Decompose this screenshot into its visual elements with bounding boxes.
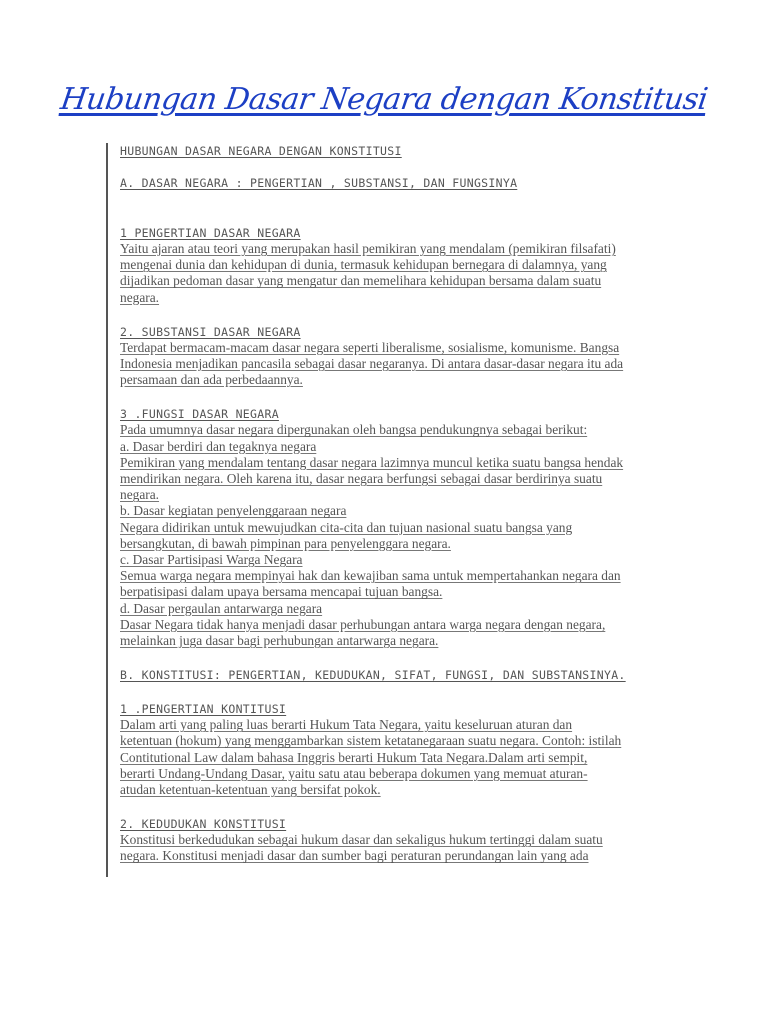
heading-fungsi-dasar-negara: 3 .FUNGSI DASAR NEGARA [120, 407, 279, 422]
paragraph-line: Semua warga negara mempinyai hak dan kewajiban sama untuk mempertahankan negara dan [120, 568, 621, 584]
paragraph-line: Dalam arti yang paling luas berarti Hukum Tata Negara, yaitu keseluruan aturan dan [120, 717, 573, 733]
paragraph-line: negara. Konstitusi menjadi dasar dan sumber bagi peraturan perundangan lain yang ada [120, 848, 589, 864]
paragraph-line: atudan ketentuan-ketentuan yang bersifat pokok. [120, 782, 381, 798]
heading-section-b: B. KONSTITUSI: PENGERTIAN, KEDUDUKAN, SIFAT, FUNGSI, DAN SUBSTANSINYA. [120, 668, 626, 683]
paragraph-line: Contitutional Law dalam bahasa Inggris berarti Hukum Tata Negara.Dalam arti sempit, [120, 749, 588, 765]
paragraph-line: bersangkutan, di bawah pimpinan para penyelenggara negara. [120, 535, 451, 551]
paragraph-line: Negara didirikan untuk mewujudkan cita-cita dan tujuan nasional suatu bangsa yang [120, 519, 573, 535]
paragraph-line: Pada umumnya dasar negara dipergunakan oleh bangsa pendukungnya sebagai berikut: [120, 422, 588, 438]
paragraph-line: Terdapat bermacam-macam dasar negara seperti liberalisme, sosialisme, komunisme. Bangsa [120, 339, 620, 355]
heading-pengertian-konstitusi: 1 .PENGERTIAN KONTITUSI [120, 702, 287, 717]
paragraph-line: berpatisipasi dalam upaya bersama mencapai tujuan bangsa. [120, 584, 443, 600]
paragraph-line: a. Dasar berdiri dan tegaknya negara [120, 438, 317, 454]
paragraph-line: negara. [120, 289, 160, 305]
paragraph-line: persamaan dan ada perbedaannya. [120, 372, 303, 388]
heading-section-a: A. DASAR NEGARA : PENGERTIAN , SUBSTANSI, DAN FUNGSINYA [120, 176, 518, 190]
paragraph-line: Pemikiran yang mendalam tentang dasar negara lazimnya muncul ketika suatu bangsa hendak [120, 454, 624, 470]
paragraph-line: melainkan juga dasar bagi perhubungan antarwarga negara. [120, 633, 439, 649]
paragraph-line: b. Dasar kegiatan penyelenggaraan negara [120, 503, 347, 519]
paragraph-fungsi-dasar-negara [120, 422, 654, 649]
paragraph-pengertian-konstitusi [120, 717, 654, 798]
paragraph-line: ketentuan (hokum) yang menggambarkan sistem ketatanegaraan suatu negara. Contoh: istilah [120, 733, 622, 749]
heading-kedudukan-konstitusi: 2. KEDUDUKAN KONSTITUSI [120, 817, 287, 832]
paragraph-line: dijadikan pedoman dasar yang mengatur dan memelihara kehidupan bersama dalam suatu [120, 273, 602, 289]
heading-substansi-dasar-negara: 2. SUBSTANSI DASAR NEGARA [120, 324, 301, 339]
paragraph-line: d. Dasar pergaulan antarwarga negara [120, 600, 323, 616]
heading-pengertian-dasar-negara: 1 PENGERTIAN DASAR NEGARA [120, 226, 301, 240]
paragraph-line: negara. [120, 487, 160, 503]
paragraph-line: berarti Undang-Undang Dasar, yaitu satu atau beberapa dokumen yang memuat aturan- [120, 765, 588, 781]
paragraph-line: Indonesia menjadikan pancasila sebagai dasar negaranya. Di antara dasar-dasar negara itu ada [120, 356, 624, 372]
paragraph-line: mendirikan negara. Oleh karena itu, dasar negara berfungsi sebagai dasar berdirinya suatu [120, 471, 603, 487]
paragraph-line: Yaitu ajaran atau teori yang merupakan hasil pemikiran yang mendalam (pemikiran filsafati) [120, 241, 616, 256]
paragraph-line: c. Dasar Partisipasi Warga Negara [120, 552, 303, 568]
document-content [106, 143, 654, 877]
document-title: Hubungan Dasar Negara dengan Konstitusi [58, 82, 710, 117]
paragraph-pengertian-dasar-negara [120, 241, 654, 306]
paragraph-line: mengenai dunia dan kehidupan di dunia, termasuk kehidupan bernegara di dalamnya, yang [120, 257, 607, 273]
paragraph-line: Dasar Negara tidak hanya menjadi dasar perhubungan antara warga negara dengan negara, [120, 616, 606, 632]
paragraph-substansi-dasar-negara [120, 340, 654, 389]
paragraph-line: Konstitusi berkedudukan sebagai hukum dasar dan sekaligus hukum tertinggi dalam suatu [120, 832, 603, 848]
paragraph-kedudukan-konstitusi [120, 832, 654, 864]
heading-main: HUBUNGAN DASAR NEGARA DENGAN KONSTITUSI [120, 144, 402, 158]
